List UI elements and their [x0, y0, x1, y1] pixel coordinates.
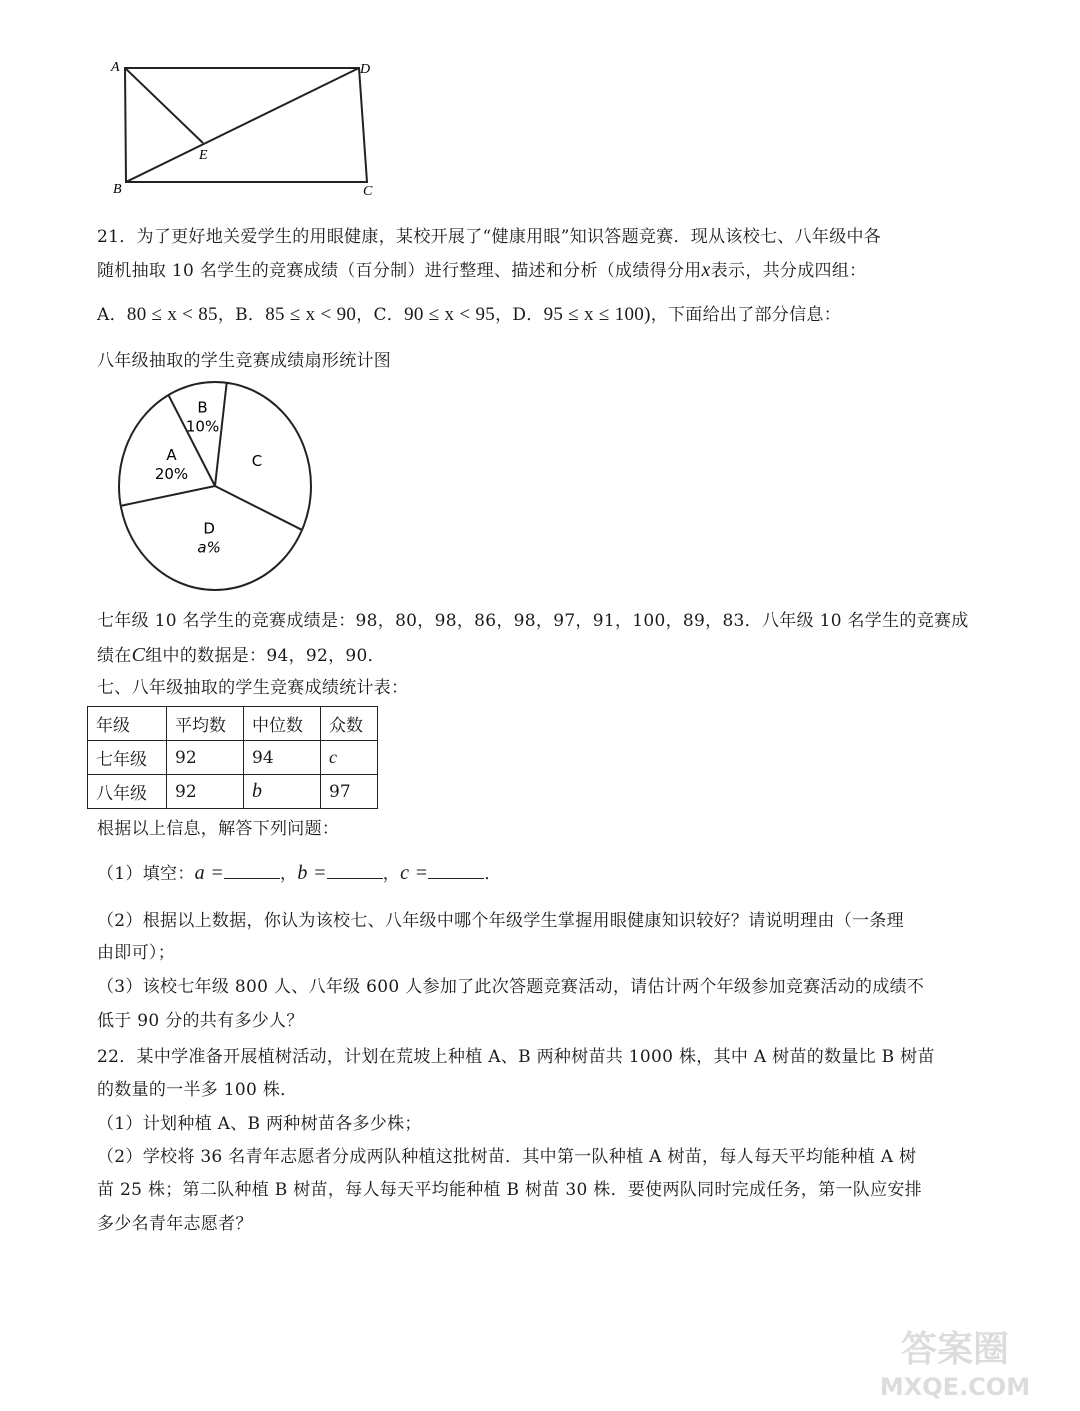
- group-d-prefix: ，D．: [495, 305, 544, 325]
- vertex-c: C: [363, 184, 373, 199]
- header-median: 中位数: [244, 707, 321, 741]
- vertex-a: A: [111, 60, 120, 75]
- cell-mode: c: [321, 741, 378, 775]
- q21-line2: [97, 259, 866, 282]
- cell-mean: 92: [167, 741, 244, 775]
- cell-median: b: [244, 775, 321, 809]
- pie-value-a: 20%: [154, 465, 189, 484]
- pie-slice-d-edge: [215, 486, 302, 530]
- cell-mean: 92: [167, 775, 244, 809]
- q22-line2: 的数量的一半多 100 株．: [97, 1080, 298, 1100]
- q1-c: c =: [400, 862, 429, 884]
- q21-part2-line2: 由即可）；: [97, 943, 175, 963]
- blank-b[interactable]: [327, 862, 383, 879]
- table-row: [88, 775, 378, 809]
- pie-label-c: C: [251, 451, 263, 470]
- q1-a: a =: [194, 862, 225, 884]
- grade8-c-pre: 绩在: [97, 646, 132, 666]
- header-mode: 众数: [321, 707, 378, 741]
- q21-part2-line1: （2）根据以上数据，你认为该校七、八年级中哪个年级学生掌握用眼健康知识较好？请说明理由（一条理: [97, 911, 904, 931]
- q1-b: b =: [297, 862, 327, 884]
- q21-groups: [97, 304, 841, 326]
- pie-value-b: 10%: [185, 417, 220, 436]
- header-mean: 平均数: [167, 707, 244, 741]
- grade8-c-data: [97, 644, 385, 667]
- blank-a[interactable]: [224, 862, 280, 879]
- q22-part2-line3: 多少名青年志愿者？: [97, 1214, 253, 1234]
- q21-part3-line1: （3）该校七年级 800 人、八年级 600 人参加了此次答题竞赛活动，请估计两个年级参加竞赛活动的成绩不: [97, 977, 925, 997]
- watermark-line2: MXQE.COM: [879, 1373, 1031, 1401]
- pie-chart: [110, 378, 320, 594]
- groups-suffix: ，下面给出了部分信息：: [650, 305, 842, 325]
- table-row: [88, 741, 378, 775]
- stats-table: [87, 706, 378, 809]
- cell-grade: 七年级: [88, 741, 167, 775]
- pie-caption: 八年级抽取的学生竞赛成绩扇形统计图: [97, 351, 392, 371]
- table-header-row: [88, 707, 378, 741]
- cell-mode: 97: [321, 775, 378, 809]
- blank-c[interactable]: [428, 862, 484, 879]
- pie-value-d: a%: [197, 538, 221, 557]
- group-c-range: 90 ≤ x < 95: [404, 304, 496, 325]
- q22-part2-line2: 苗 25 株；第二队种植 B 树苗，每人每天平均能种植 B 树苗 30 株．要使两队同时完成任务，第一队应安排: [97, 1180, 922, 1200]
- vertex-d: D: [360, 62, 371, 77]
- table-caption: 七、八年级抽取的学生竞赛成绩统计表：: [97, 678, 409, 698]
- group-a-range: 80 ≤ x < 85: [126, 304, 218, 325]
- group-d-range: 95 ≤ x ≤ 100): [543, 304, 651, 325]
- q21-var-x: x: [701, 259, 711, 281]
- q22-part2-line1: （2）学校将 36 名青年志愿者分成两队种植这批树苗．其中第一队种植 A 树苗，每人每天平均能种植 A 树: [97, 1147, 917, 1167]
- q21-line1: 21．为了更好地关爱学生的用眼健康，某校开展了“健康用眼”知识答题竞赛．现从该校七、八年级中各: [97, 227, 882, 247]
- rectangle-figure: [105, 55, 395, 205]
- cell-median: 94: [244, 741, 321, 775]
- group-b-range: 85 ≤ x < 90: [265, 304, 357, 325]
- vertex-e: E: [199, 148, 208, 163]
- q21-line2-pre: 随机抽取 10 名学生的竞赛成绩（百分制）进行整理、描述和分析（成绩得分用: [97, 261, 702, 281]
- q22-line1: 22．某中学准备开展植树活动，计划在荒坡上种植 A、B 两种树苗共 1000 株，其中 A 树苗的数量比 B 树苗: [97, 1047, 935, 1067]
- group-a-prefix: A．: [97, 305, 127, 325]
- watermark-logo: [860, 1323, 1050, 1403]
- diagonal-bd: [126, 68, 359, 182]
- watermark-line1: 答案圈: [900, 1329, 1010, 1370]
- cell-grade: 八年级: [88, 775, 167, 809]
- pie-label-b: B: [197, 398, 208, 417]
- group-c-prefix: ，C．: [356, 305, 405, 325]
- intro-questions: 根据以上信息，解答下列问题：: [97, 819, 340, 839]
- q1-label: （1）填空：: [97, 864, 195, 884]
- grade7-scores: 七年级 10 名学生的竞赛成绩是：98，80，98，86，98，97，91，100，89，83．八年级 10 名学生的竞赛成: [97, 611, 969, 631]
- pie-slice-a-edge: [121, 486, 215, 506]
- pie-label-d: D: [203, 519, 215, 538]
- q21-line2-post: 表示，共分成四组：: [710, 261, 867, 281]
- q21-part1: （1）填空：a = ，b = ，c = ．: [97, 862, 502, 884]
- header-grade: 年级: [88, 707, 167, 741]
- q22-part1: （1）计划种植 A、B 两种树苗各多少株；: [97, 1114, 422, 1134]
- grade8-c-post: 组中的数据是：94，92，90．: [145, 646, 385, 666]
- vertex-b: B: [113, 182, 122, 197]
- group-b-prefix: ，B．: [217, 305, 266, 325]
- pie-label-a: A: [166, 446, 177, 465]
- grade8-c-var: C: [131, 644, 146, 666]
- q21-part3-line2: 低于 90 分的共有多少人？: [97, 1011, 304, 1031]
- segment-ae: [125, 68, 203, 143]
